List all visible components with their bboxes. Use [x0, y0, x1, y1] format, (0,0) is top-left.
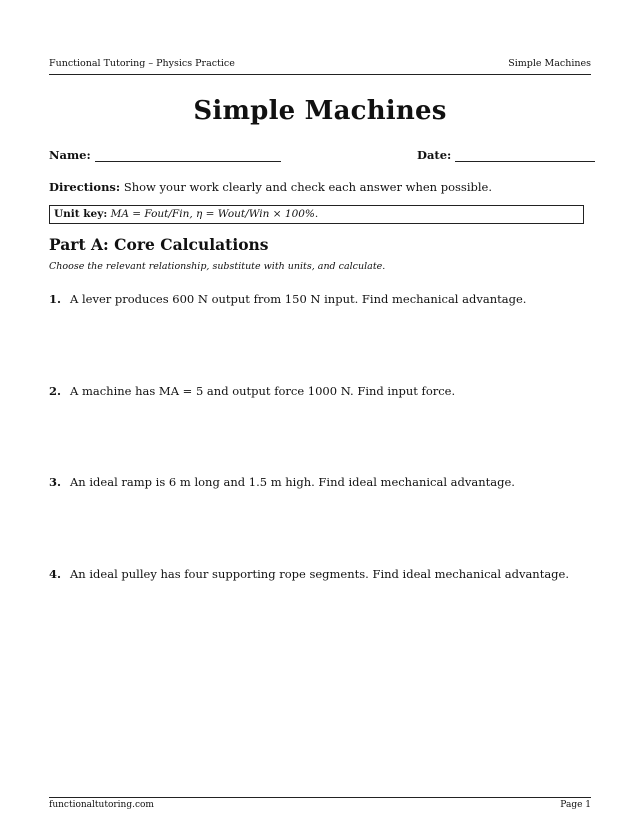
question-4 [49, 567, 591, 581]
page-title: Simple Machines [193, 96, 447, 126]
unit-key-box [49, 205, 584, 224]
question-number: 1. [49, 292, 62, 306]
section-title: Part A: Core Calculations [49, 235, 269, 254]
directions-label: Directions: [49, 180, 121, 194]
page-footer [49, 797, 591, 810]
question-3 [49, 475, 591, 489]
question-number: 3. [49, 475, 62, 489]
directions-text: Show your work clearly and check each answer when possible. [123, 180, 493, 194]
unit-key-formula: MA = Fout/Fin, η = Wout/Win × 100%. [110, 208, 319, 220]
footer-website: functionaltutoring.com [49, 800, 154, 810]
date-label: Date: [417, 148, 452, 162]
name-label: Name: [49, 148, 91, 162]
name-field [49, 148, 281, 162]
question-text: An ideal pulley has four supporting rope segments. Find ideal mechanical advantage. [70, 567, 570, 581]
unit-key-label: Unit key: [54, 208, 108, 220]
name-date-row [49, 148, 591, 164]
question-text: A lever produces 600 N output from 150 N input. Find mechanical advantage. [70, 292, 527, 306]
page-header [49, 58, 591, 75]
question-2 [49, 384, 591, 398]
question-text: A machine has MA = 5 and output force 1000 N. Find input force. [70, 384, 456, 398]
date-field [417, 148, 595, 162]
date-blank-line[interactable] [455, 151, 595, 162]
question-text: An ideal ramp is 6 m long and 1.5 m high. Find ideal mechanical advantage. [70, 475, 515, 489]
question-number: 2. [49, 384, 62, 398]
header-right-text: Simple Machines [508, 58, 591, 69]
section-subtitle: Choose the relevant relationship, substitute with units, and calculate. [49, 261, 386, 272]
footer-page-number: Page 1 [560, 800, 591, 810]
name-blank-line[interactable] [95, 151, 281, 162]
header-left-text: Functional Tutoring – Physics Practice [49, 58, 235, 69]
question-number: 4. [49, 567, 62, 581]
question-1 [49, 292, 591, 306]
directions [49, 180, 591, 194]
